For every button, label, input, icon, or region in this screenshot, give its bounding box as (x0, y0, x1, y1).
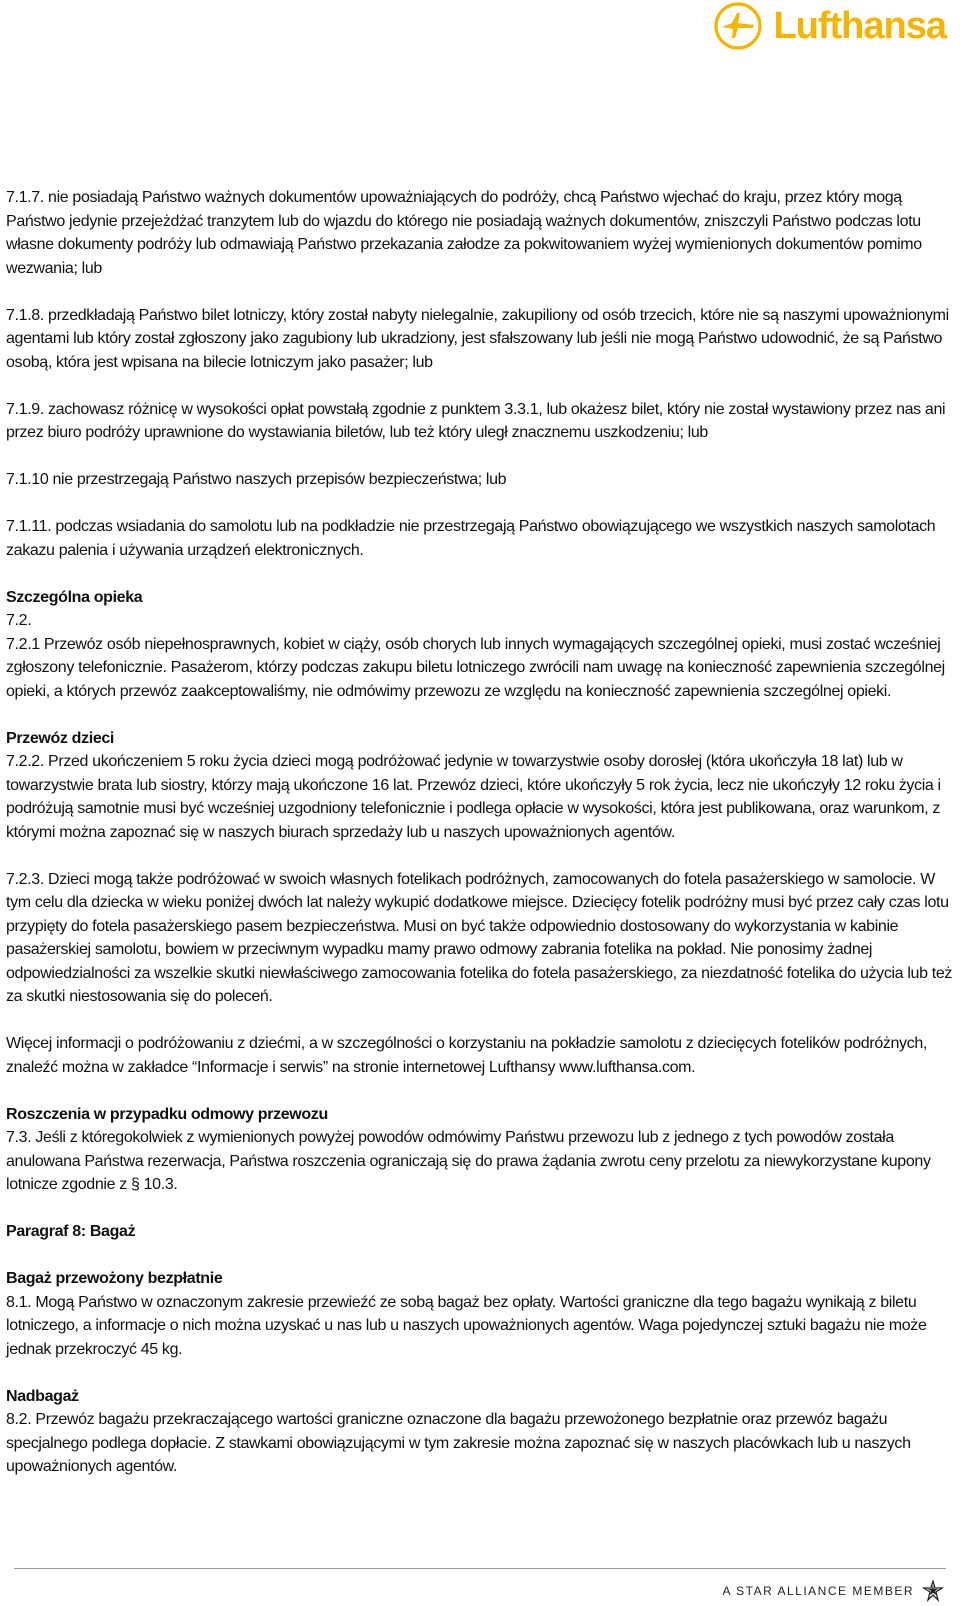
clause-7-2: 7.2. (6, 612, 32, 629)
heading-paragraph-8-text: Paragraf 8: Bagaż (6, 1223, 136, 1240)
lufthansa-crane-icon (713, 1, 763, 51)
heading-special-care: Szczególna opieka (6, 588, 143, 606)
star-alliance-badge (723, 1580, 947, 1602)
heading-children: Przewóz dzieci (6, 729, 115, 747)
heading-paragraph-8 (6, 1220, 952, 1244)
more-info-paragraph: Więcej informacji o podróżowaniu z dziećmi, a w szczególności o korzystaniu na pokładzie samolotu z dziecięcych fotelików podróżnych, znaleźć można w zakładce “Informacje i serwis” na stronie internetowej Lufthansy www.lufthansa.com. (6, 1035, 928, 1076)
clause-7-1-7: 7.1.7. nie posiadają Państwo ważnych dokumentów upoważniających do podróży, chcą Państwo wjechać do kraju, przez który mogą Państwo jedynie przejeżdżać tranzytem lub do wjazdu do którego nie posiadają ważnych dokumentów, zniszczyli Państwo podczas lotu własne dokumenty podróży lub odmawiają Państwo przekazania załodze za pokwitowaniem wyżej wymienionych dokumentów pomimo wezwania; lub (6, 189, 922, 277)
star-alliance-label: A STAR ALLIANCE MEMBER (722, 1584, 914, 1598)
clause-7-1-11: 7.1.11. podczas wsiadania do samolotu lub na podkładzie nie przestrzegają Państwo obowiązującego we wszystkich naszych samolotach zakazu palenia i używania urządzeń elektronicznych. (6, 518, 936, 559)
page-footer (0, 1568, 960, 1606)
brand-wordmark: Lufthansa (773, 4, 946, 47)
clause-7-2-3: 7.2.3. Dzieci mogą także podróżować w swoich własnych fotelikach podróżnych, zamocowanych do fotela pasażerskiego w samolocie. W tym celu dla dziecka w wieku poniżej dwóch lat należy wykupić dodatkowe miejsce. Dziecięcy fotelik podróżny musi być przez cały czas lotu przypięty do fotela pasażerskiego pasem bezpieczeństwa. Musi on być także odpowiednio dostosowany do wykorzystania w kabinie pasażerskiej samolotu, bowiem w przeciwnym wypadku mamy prawo odmowy zabrania fotelika na pokład. Nie ponosimy żadnej odpowiedzialności za wszelkie skutki niewłaściwego zamocowania fotelika do fotela pasażerskiego, za niezdatność fotelika do użycia lub też za skutki niestosowania się do poleceń. (6, 870, 953, 1005)
clause-7-1-8: 7.1.8. przedkładają Państwo bilet lotniczy, który został nabyty nielegalnie, zakupiliony od osób trzecich, które nie są naszymi upoważnionymi agentami lub który został zgłoszony jako zagubiony lub ukradziony, jest sfałszowany lub jeśli nie mogą Państwo udowodnić, że są Państwo osobą, która jest wpisana na bilecie lotniczym jako pasażer; lub (6, 306, 949, 371)
clause-8-1: 8.1. Mogą Państwo w oznaczonym zakresie przewieźć ze sobą bagaż bez opłaty. Wartości graniczne dla tego bagażu wynikają z biletu lotniczego, a informacje o nich można uzyskać u nas lub u naszych upoważnionych agentów. Waga pojedynczej sztuki bagażu nie może jednak przekroczyć 45 kg. (6, 1293, 927, 1358)
star-alliance-icon (920, 1580, 946, 1602)
document-body (6, 186, 952, 1502)
clause-7-1-9: 7.1.9. zachowasz różnicę w wysokości opłat powstałą zgodnie z punktem 3.3.1, lub okażesz bilet, który nie został wystawiony przez nas ani przez biuro podróży uprawnione do wystawiania biletów, lub też który uległ znacznemu uszkodzeniu; lub (6, 400, 946, 441)
heading-excess-baggage: Nadbagaż (6, 1387, 79, 1405)
heading-claims: Roszczenia w przypadku odmowy przewozu (6, 1105, 328, 1123)
clause-7-1-10: 7.1.10 nie przestrzegają Państwo naszych przepisów bezpieczeństwa; lub (6, 471, 507, 488)
clause-7-3: 7.3. Jeśli z któregokolwiek z wymienionych powyżej powodów odmówimy Państwu przewozu lub z jednego z tych powodów została anulowana Państwa rezerwacja, Państwa roszczenia ograniczają się do prawa żądania zwrotu ceny przelotu za niewykorzystane kupony lotnicze zgodnie z § 10.3. (6, 1129, 931, 1193)
clause-7-2-1: 7.2.1 Przewóz osób niepełnosprawnych, kobiet w ciąży, osób chorych lub innych wymagających szczególnej opieki, musi zostać wcześniej zgłoszony telefonicznie. Pasażerom, którzy podczas zakupu biletu lotniczego zwrócili nam uwagę na konieczność zapewnienia szczególnej opieki, a których przewóz zaakceptowaliśmy, nie odmówimy przewozu ze względu na konieczność zapewnienia szczególnej opieki. (6, 635, 945, 700)
footer-divider (14, 1568, 946, 1569)
clause-7-2-2: 7.2.2. Przed ukończeniem 5 roku życia dzieci mogą podróżować jedynie w towarzystwie osoby dorosłej (która ukończyła 18 lat) lub w towarzystwie brata lub siostry, którzy mają ukończone 16 lat. Przewóz dzieci, które ukończyły 5 rok życia, lecz nie ukończyły 12 roku życia i podróżują samotnie musi być wcześniej uzgodniony telefonicznie i podlega opłacie w wysokości, która jest publikowana, oraz warunkom, z którymi można zapoznać się w naszych biurach sprzedaży lub u naszych upoważnionych agentów. (6, 753, 941, 841)
heading-free-baggage: Bagaż przewożony bezpłatnie (6, 1270, 223, 1287)
clause-8-2: 8.2. Przewóz bagażu przekraczającego wartości graniczne oznaczone dla bagażu przewożonego bezpłatnie oraz przewóz bagażu specjalnego podlega dopłacie. Z stawkami obowiązującymi w tym zakresie można zapoznać się w naszych placówkach lub u naszych upoważnionych agentów. (6, 1411, 911, 1475)
lufthansa-logo (713, 0, 946, 52)
page-header (0, 0, 960, 60)
